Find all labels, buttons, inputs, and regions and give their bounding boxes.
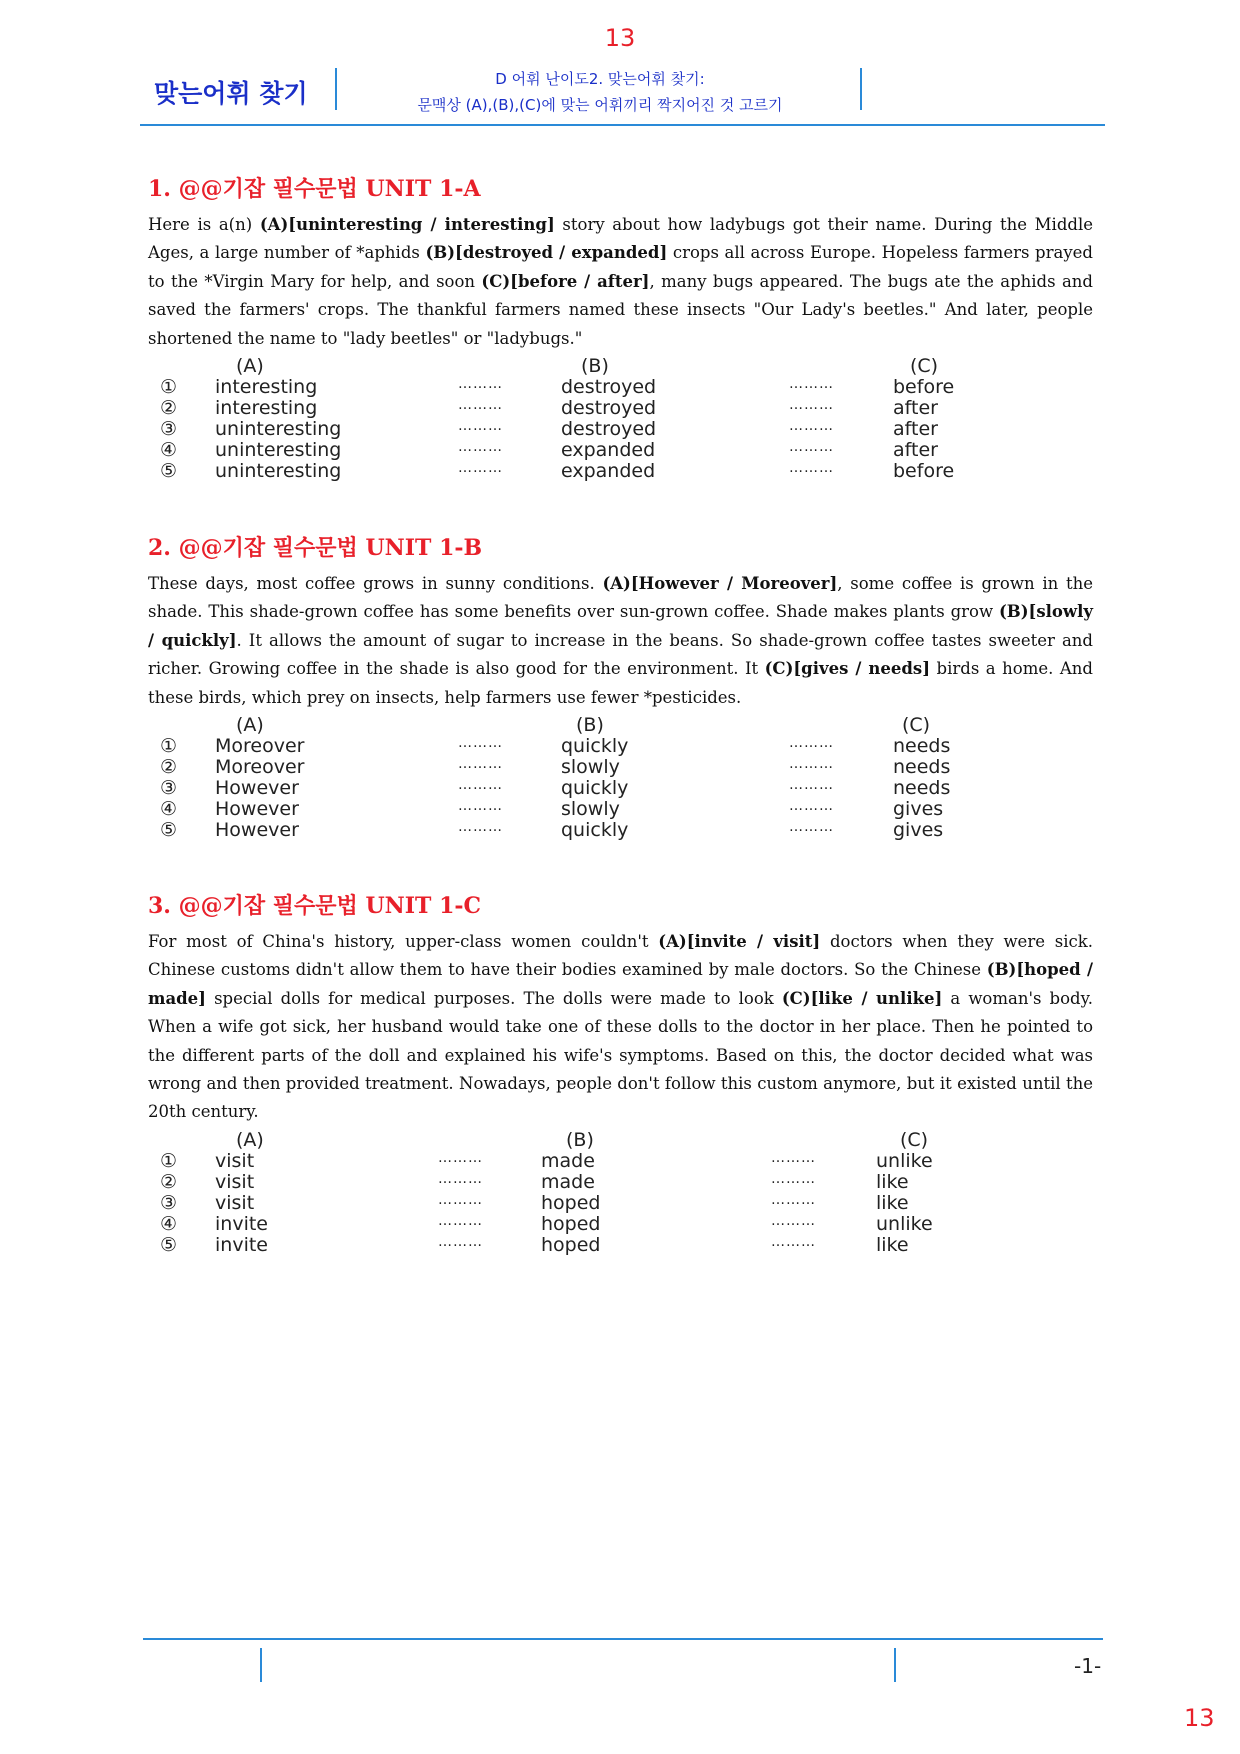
answer-choices — [148, 1129, 1093, 1255]
question-2 — [148, 531, 1093, 840]
header-divider-left — [335, 68, 337, 110]
choice-row[interactable]: ④ However ……… slowly ……… gives — [160, 798, 944, 821]
blank-c: (C)[before / after] — [481, 271, 650, 291]
header-subtitle-line2: 문맥상 (A),(B),(C)에 맞는 어휘끼리 짝지어진 것 고르기 — [417, 96, 783, 114]
page-header — [140, 64, 1105, 126]
choice-row[interactable]: ④ invite ……… hoped ……… unlike — [160, 1212, 933, 1235]
choice-row[interactable]: ① visit ……… made ……… unlike — [160, 1149, 933, 1172]
choice-header-row — [148, 355, 1093, 376]
question-passage: For most of China's history, upper-class women couldn't (A)[invite / visit] doctors when they were sick. Chinese customs didn't allow them to have their bodies examined by male doctors. So the Chinese (B)[hoped / made] special dolls for medical purposes. The dolls were made to look (C)[like / unlike] a woman's body. When a wife got sick, her husband would take one of these dolls to the doctor in her place. Then he pointed to the different parts of the doll and explained his wife's symptoms. Based on this, the doctor decided what was wrong and then provided treatment. Nowadays, people don't follow this custom anymore, but it existed until the 20th century. — [148, 932, 1093, 1122]
blank-c: (C)[gives / needs] — [764, 659, 931, 679]
question-1 — [148, 172, 1093, 481]
column-header-c: (C) — [902, 714, 931, 737]
blank-b: (B)[slowly / quickly] — [148, 602, 1093, 650]
choice-row[interactable]: ④ uninteresting ……… expanded ……… after — [160, 439, 938, 462]
choice-row[interactable]: ⑤ uninteresting ……… expanded ……… before — [160, 460, 955, 483]
column-header-b: (B) — [566, 1128, 594, 1151]
choice-header-row — [148, 1129, 1093, 1150]
blank-a: (A)[invite / visit] — [658, 932, 821, 951]
blank-a: (A)[However / Moreover] — [602, 574, 838, 593]
choice-row[interactable]: ⑤ However ……… quickly ……… gives — [160, 819, 944, 842]
choice-row[interactable]: ② visit ……… made ……… like — [160, 1170, 909, 1193]
answer-choices — [148, 355, 1093, 481]
choice-header-row — [148, 714, 1093, 735]
header-divider-right — [860, 68, 862, 110]
column-header-a: (A) — [236, 714, 264, 737]
question-3 — [148, 889, 1093, 1255]
choice-row[interactable]: ② interesting ……… destroyed ……… after — [160, 397, 938, 420]
blank-c: (C)[like / unlike] — [781, 988, 943, 1008]
footer-rule — [143, 1638, 1103, 1640]
question-title: 3. @@기잡 필수문법 UNIT 1-C — [148, 893, 482, 919]
choice-row[interactable]: ③ uninteresting ……… destroyed ……… after — [160, 418, 938, 441]
choice-row[interactable]: ③ visit ……… hoped ……… like — [160, 1191, 909, 1214]
header-subtitle — [340, 66, 860, 118]
question-passage: Here is a(n) (A)[uninteresting / interesting] story about how ladybugs got their name. During the Middle Ages, a large number of *aphids (B)[destroyed / expanded] crops all across Europe. Hopeless farmers prayed to the *Virgin Mary for help, and soon (C)[before / after], many bugs appeared. The bugs ate the aphids and saved the farmers' crops. The thankful farmers named these insects "Our Lady's beetles." And later, people shortened the name to "lady beetles" or "ladybugs." — [148, 215, 1093, 348]
column-header-c: (C) — [910, 355, 939, 378]
choice-row[interactable]: ② Moreover ……… slowly ……… needs — [160, 756, 951, 779]
column-header-b: (B) — [581, 355, 609, 378]
footer-page-label: -1- — [1074, 1654, 1102, 1678]
question-title: 1. @@기잡 필수문법 UNIT 1-A — [148, 176, 481, 202]
column-header-c: (C) — [900, 1128, 929, 1151]
header-subtitle-line1: D 어휘 난이도2. 맞는어휘 찾기: — [495, 70, 705, 88]
column-header-a: (A) — [236, 1128, 264, 1151]
choice-row[interactable]: ① interesting ……… destroyed ……… before — [160, 376, 955, 399]
blank-b: (B)[destroyed / expanded] — [425, 243, 668, 263]
question-title: 2. @@기잡 필수문법 UNIT 1-B — [148, 535, 483, 561]
header-title: 맞는어휘 찾기 — [154, 79, 308, 108]
blank-a: (A)[uninteresting / interesting] — [259, 215, 555, 234]
question-passage: These days, most coffee grows in sunny conditions. (A)[However / Moreover], some coffee is grown in the shade. This shade-grown coffee has some benefits over sun-grown coffee. Shade makes plants grow (B)[slowly / quickly]. It allows the amount of sugar to increase in the beans. So shade-grown coffee tastes sweeter and richer. Growing coffee in the shade is also good for the environment. It (C)[gives / needs] birds a home. And these birds, which prey on insects, help farmers use fewer *pesticides. — [148, 574, 1094, 707]
column-header-b: (B) — [576, 714, 604, 737]
choice-row[interactable]: ⑤ invite ……… hoped ……… like — [160, 1233, 909, 1256]
choice-row[interactable]: ① Moreover ……… quickly ……… needs — [160, 735, 951, 758]
page-number-bottom: 13 — [1184, 1704, 1215, 1732]
answer-choices — [148, 714, 1093, 840]
choice-row[interactable]: ③ However ……… quickly ……… needs — [160, 777, 951, 800]
page-number-top: 13 — [604, 24, 636, 52]
footer-divider-right — [894, 1648, 896, 1682]
footer-divider-left — [260, 1648, 262, 1682]
column-header-a: (A) — [236, 355, 264, 378]
blank-b: (B)[hoped / made] — [148, 960, 1093, 1008]
